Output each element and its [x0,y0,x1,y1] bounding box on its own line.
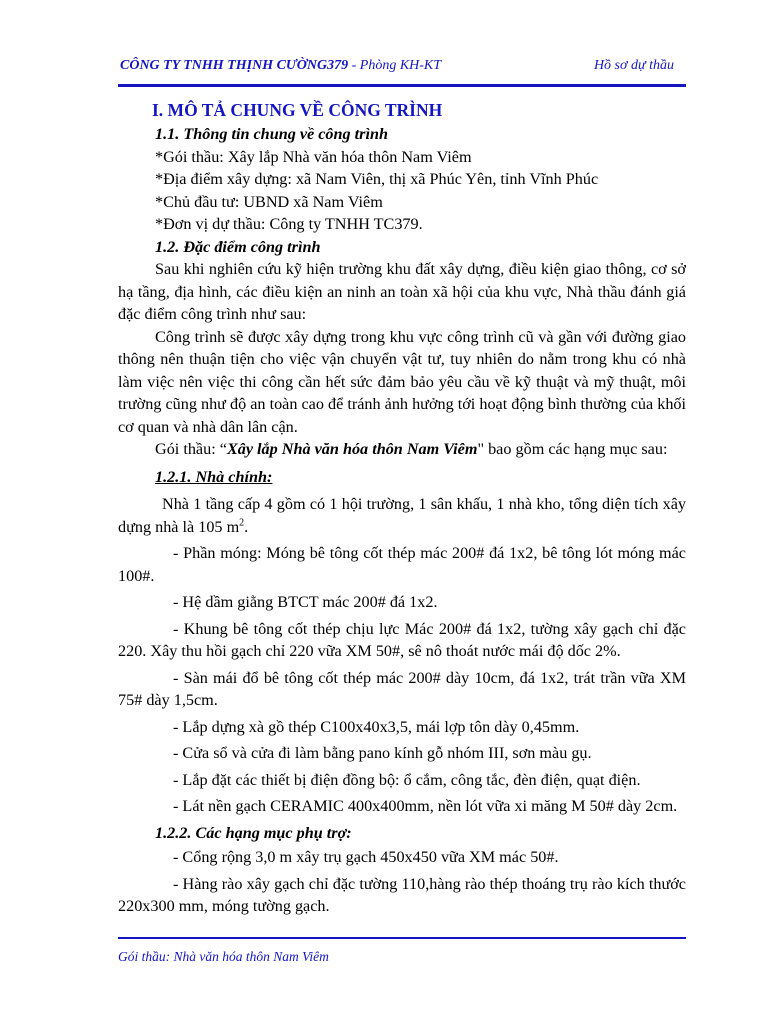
list-item: - Lắp đặt các thiết bị điện đồng bộ: ổ cắm, công tắc, đèn điện, quạt điện. [173,770,641,789]
info-line-bidder: *Đơn vị dự thầu: Công ty TNHH TC379. [155,215,423,233]
page-header [118,58,686,82]
list-item: - Lắp dựng xà gồ thép C100x40x3,5, mái lợp tôn dày 0,45mm. [173,717,580,736]
page-footer: Gói thầu: Nhà văn hóa thôn Nam Viêm [118,949,329,964]
paragraph-main-building [118,493,686,538]
list-item: - Sàn mái đổ bê tông cốt thép mác 200# dày 10cm, đá 1x2, trát trần vữa XM 75# dày 1,5cm. [118,668,686,709]
subsection-1-2-1-title: 1.2.1. Nhà chính: [155,467,273,486]
document-body [118,98,686,922]
list-item: - Lát nền gạch CERAMIC 400x400mm, nền lót vữa xi măng M 50# dày 2cm. [173,797,678,815]
header-dept: - Phòng KH-KT [348,58,442,73]
info-line-investor: *Chủ đầu tư: UBND xã Nam Viêm [155,192,383,211]
paragraph-package [118,438,686,461]
paragraph-survey: Sau khi nghiên cứu kỹ hiện trường khu đất xây dựng, điều kiện giao thông, cơ sở hạ tầng, địa hình, các điều kiện an ninh an toàn xã hội của khu vực, Nhà thầu đánh giá đặc điểm công trình như sau: [118,260,686,323]
package-prefix: Gói thầu: “ [155,440,227,458]
list-item: - Phần móng: Móng bê tông cốt thép mác 200# đá 1x2, bê tông lót móng mác 100#. [118,544,686,585]
header-rule [118,84,686,87]
package-suffix: " bao gồm các hạng mục sau: [477,440,668,458]
subsection-1-2-title: 1.2. Đặc điểm công trình [155,237,321,256]
list-item: - Khung bê tông cốt thép chịu lực Mác 200# đá 1x2, tường xây gạch chỉ đặc 220. Xây thu hồi gạch chỉ 220 vữa XM 50#, sê nô thoát nước mái độ dốc 2%. [118,619,686,660]
header-company [120,58,441,74]
list-item: - Hàng rào xây gạch chỉ đặc tường 110,hàng rào thép thoáng trụ rào kích thước 220x300 mm, móng tường gạch. [118,874,686,915]
info-line-package: *Gói thầu: Xây lắp Nhà văn hóa thôn Nam Viêm [155,147,472,166]
list-item: - Hệ dầm giằng BTCT mác 200# đá 1x2. [173,593,438,611]
company-name: CÔNG TY TNHH THỊNH CƯỜNG379 [120,58,349,73]
footer-rule [118,937,686,939]
main-building-end: . [244,517,249,536]
package-name: Xây lắp Nhà văn hóa thôn Nam Viêm [226,440,478,458]
info-line-location: *Địa điểm xây dựng: xã Nam Viên, thị xã Phúc Yên, tỉnh Vĩnh Phúc [155,170,599,188]
subsection-1-1-title: 1.1. Thông tin chung về công trình [155,125,388,143]
subsection-1-2-2-title: 1.2.2. Các hạng mục phụ trợ: [155,823,352,842]
main-building-text: Nhà 1 tầng cấp 4 gồm có 1 hội trường, 1 sân khấu, 1 nhà kho, tổng diện tích xây dựng nhà là 105 m [118,495,686,536]
list-item: - Cửa sổ và cửa đi làm bằng pano kính gỗ nhóm III, sơn màu gụ. [173,744,592,762]
header-doc-type: Hồ sơ dự thầu [593,58,674,73]
list-item: - Cổng rộng 3,0 m xây trụ gạch 450x450 vữa XM mác 50#. [173,848,559,866]
section-title: I. MÔ TẢ CHUNG VỀ CÔNG TRÌNH [152,100,443,120]
area-unit-superscript: 2 [239,517,245,529]
paragraph-site: Công trình sẽ được xây dựng trong khu vực công trình cũ và gần với đường giao thông nên thuận tiện cho việc vận chuyển vật tư, tuy nhiên do nằm trong khu có nhà làm việc nên việc thi công cần hết sức đảm bảo yêu cầu về kỹ thuật và mỹ thuật, môi trường cũng như độ an toàn cao để tránh ảnh hưởng tới hoạt động bình thường của khối cơ quan và nhà dân lân cận. [118,327,686,436]
